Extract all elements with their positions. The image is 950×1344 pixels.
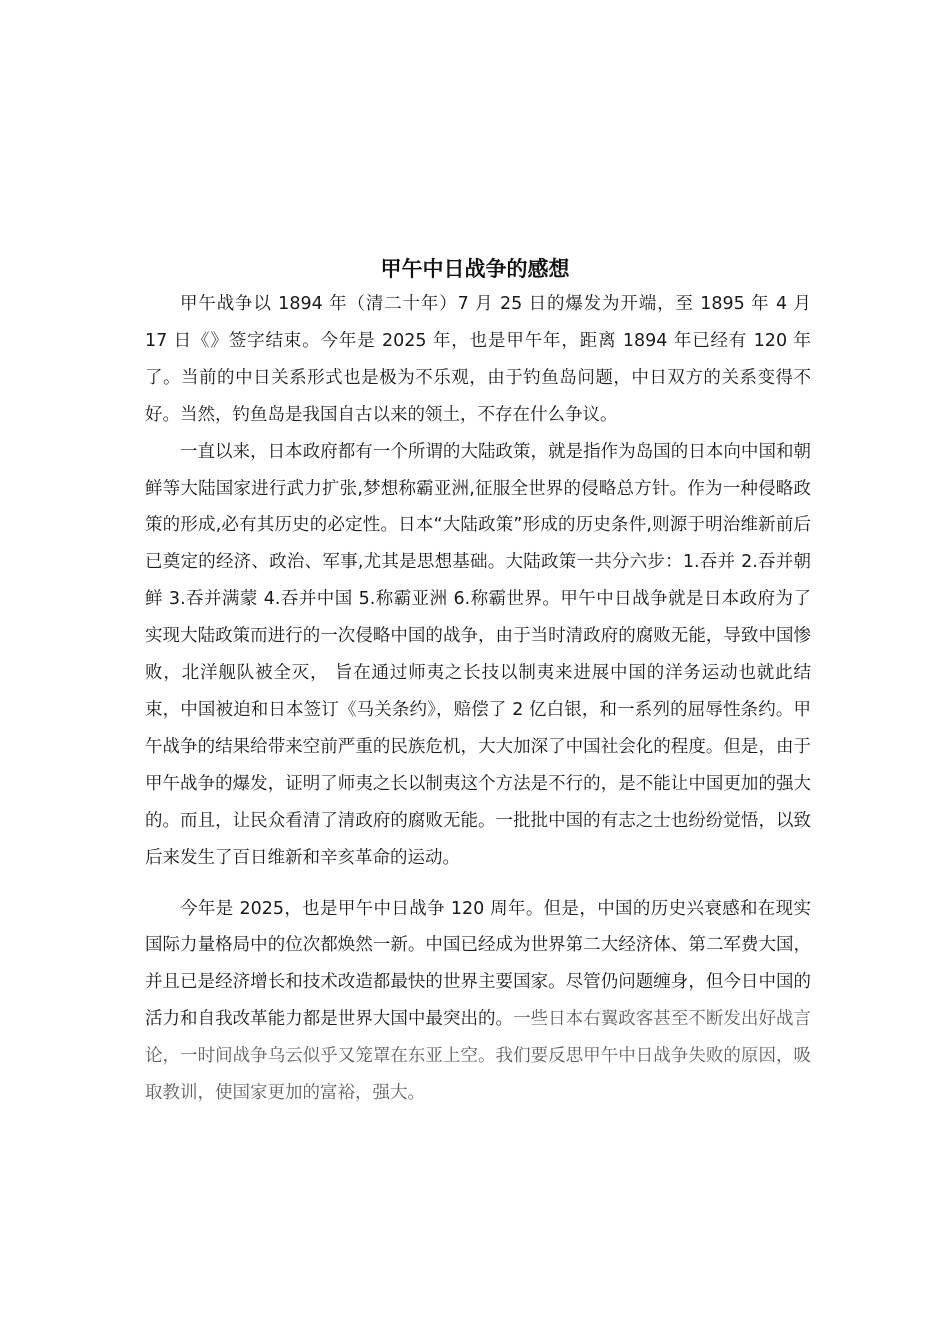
paragraph-3-text: 今年是 2025，也是甲午中日战争 120 周年。但是，中国的历史兴衰感和在现实国际力量格局中的位次都焕然一新。中国已经成为世界第二大经济体、第二军费大国，并且已是经济增长和技术改造都最快的世界主要国家。尽管仍问题缠身，但今日中国的活力和自我改革能力都是世界大国中最突出的。: [145, 898, 811, 1030]
paragraph-1: 甲午战争以 1894 年（清二十年）7 月 25 日的爆发为开端，至 1895 年 4 月 17 日《》签字结束。今年是 2025 年，也是甲午年，距离 1894 年已经有 120 年了。当前的中日关系形式也是极为不乐观，由于钓鱼岛问题，中日双方的关系变得不好。当然，钓鱼岛是我国自古以来的领土，不存在什么争议。: [145, 294, 811, 425]
paragraph-3-continuation: 一些日本右翼政客甚至不断发出好战言论，一时间战争乌云似乎又笼罩在东亚上空。我们要反思甲午中日战争失败的原因，吸取教训，使国家更加的富裕，强大。: [145, 1009, 812, 1104]
document-body: [145, 286, 811, 1112]
paragraph-3: [145, 891, 811, 1112]
paragraph-2: 一直以来，日本政府都有一个所谓的大陆政策，就是指作为岛国的日本向中国和朝鲜等大陆国家进行武力扩张,梦想称霸亚洲,征服全世界的侵略总方针。作为一种侵略政策的形成,必有其历史的必定性。日本“大陆政策”形成的历史条件,则源于明治维新前后已奠定的经济、政治、军事,尤其是思想基础。大陆政策一共分六步：1.吞并 2.吞并朝鲜 3.吞并满蒙 4.吞并中国 5.称霸亚洲 6.称霸世界。甲午中日战争就是日本政府为了实现大陆政策而进行的一次侵略中国的战争，由于当时清政府的腐败无能，导致中国惨败，北洋舰队被全灭， 旨在通过师夷之长技以制夷来进展中国的洋务运动也就此结束，中国被迫和日本签订《马关条约》，赔偿了 2 亿白银，和一系列的屈辱性条约。甲午战争的结果给带来空前严重的民族危机，大大加深了中国社会化的程度。但是，由于甲午战争的爆发，证明了师夷之长以制夷这个方法是不行的，是不能让中国更加的强大的。而且，让民众看清了清政府的腐败无能。一批批中国的有志之士也纷纷觉悟，以致后来发生了百日维新和辛亥革命的运动。: [145, 441, 811, 868]
document-title: 甲午中日战争的感想: [380, 257, 570, 281]
